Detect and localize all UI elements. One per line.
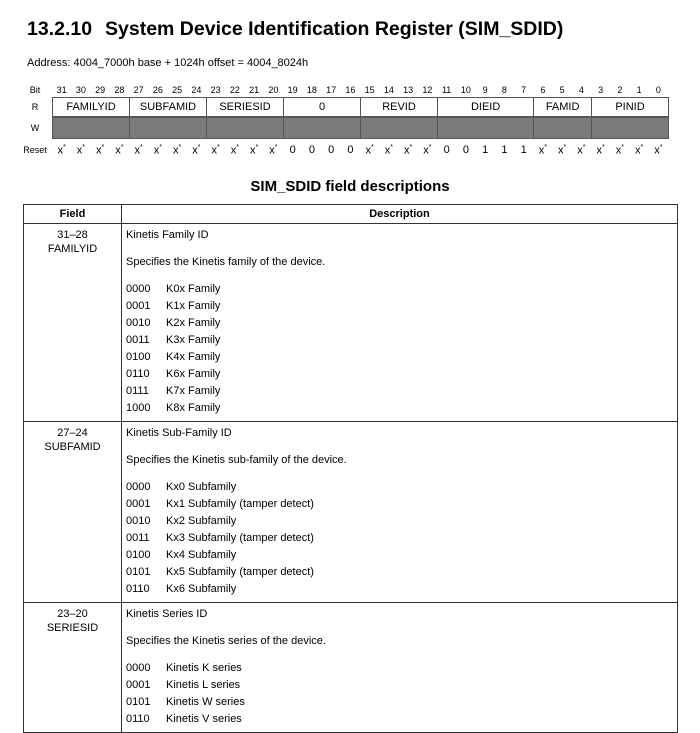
reset-value: x* [384,144,393,157]
option-label: Kinetis W series [166,696,245,708]
bit-number: 9 [482,85,488,95]
read-row-label: R [31,102,39,112]
option-code: 0010 [126,515,151,527]
field-name: DIEID [470,101,501,113]
option-code: 0110 [126,368,150,380]
section-heading [27,18,563,41]
write-cell [283,117,361,139]
write-cell [206,117,284,139]
reset-value: x* [269,144,278,157]
option-label: Kinetis V series [166,713,242,725]
field-cell [24,422,122,603]
option-code: 0000 [126,662,151,674]
bit-number: 7 [521,85,527,95]
write-cell [360,117,438,139]
field-detail: Specifies the Kinetis sub-family of the device. [126,454,347,466]
write-cell [52,117,130,139]
reset-value: x* [577,144,586,157]
reset-value: 1 [501,144,508,156]
option-item [126,581,677,598]
description-cell [122,422,678,603]
field-row-subfamid [24,422,678,603]
bit-number: 14 [383,85,394,95]
reset-value: x* [635,144,644,157]
field-bits: 23–20 [57,608,88,620]
field-name: SUBFAMID [44,441,101,453]
field-cell [24,603,122,733]
bit-number: 23 [210,85,221,95]
reset-row [22,141,670,161]
option-label: Kx1 Subfamily (tamper detect) [166,498,314,510]
option-code: 1000 [126,402,151,414]
bit-number: 22 [229,85,240,95]
option-code: 0111 [126,385,149,397]
field-pinid-cell [591,97,669,117]
reset-value: x* [365,144,374,157]
reset-value: x* [596,144,605,157]
reset-value: 0 [328,144,335,156]
field-detail: Specifies the Kinetis family of the device. [126,256,326,268]
bit-number: 12 [422,85,433,95]
reset-value: x* [250,144,259,157]
section-title: System Device Identification Register (SIM_SDID) [105,18,564,40]
write-cell [437,117,534,139]
reset-value: 0 [347,144,354,156]
write-cell [591,117,669,139]
option-label: K1x Family [166,300,221,312]
bit-number: 21 [249,85,260,95]
field-subfamid-cell [129,97,207,117]
description-cell [122,603,678,733]
option-code: 0001 [126,498,151,510]
option-label: K2x Family [166,317,221,329]
reset-value: x* [76,144,85,157]
option-item [126,677,677,694]
field-cell [24,224,122,422]
option-item [126,349,677,366]
option-code: 0001 [126,679,151,691]
option-item [126,366,677,383]
table-header-row [24,205,678,224]
option-item [126,513,677,530]
field-row-seriesid [24,603,678,733]
reset-value: x* [230,144,239,157]
field-row-familyid [24,224,678,422]
bit-number: 15 [364,85,375,95]
bit-number-row [22,81,670,97]
option-label: Kx3 Subfamily (tamper detect) [166,532,314,544]
option-code: 0100 [126,351,151,363]
bit-number: 24 [191,85,202,95]
option-item [126,660,677,677]
option-code: 0101 [126,566,151,578]
option-label: Kx4 Subfamily [166,549,237,561]
field-name: SERIESID [219,101,271,113]
option-item [126,281,677,298]
field-name: REVID [382,101,416,113]
bit-number: 25 [172,85,183,95]
register-diagram [22,81,670,161]
option-label: K4x Family [166,351,221,363]
field-familyid-cell [52,97,130,117]
reset-value: x* [192,144,201,157]
bit-number: 20 [268,85,279,95]
option-code: 0110 [126,583,150,595]
option-code: 0011 [126,334,150,346]
description-cell [122,224,678,422]
bit-number: 18 [306,85,317,95]
section-number: 13.2.10 [27,18,93,40]
field-bits: 27–24 [57,427,88,439]
bit-number: 31 [56,85,67,95]
reset-value: x* [615,144,624,157]
option-item [126,479,677,496]
option-item [126,383,677,400]
reset-value: x* [153,144,162,157]
field-detail: Specifies the Kinetis series of the device. [126,635,326,647]
field-summary: Kinetis Family ID [126,229,209,241]
read-row [22,97,670,117]
bit-number: 16 [345,85,356,95]
bit-row-label: Bit [29,85,41,95]
bit-number: 30 [75,85,86,95]
bit-number: 17 [326,85,337,95]
reset-value: 0 [289,144,296,156]
bit-number: 0 [655,85,661,95]
option-label: Kinetis K series [166,662,242,674]
bit-number: 19 [287,85,298,95]
option-item [126,496,677,513]
bit-number: 28 [114,85,125,95]
field-name: 0 [318,101,326,113]
reset-value: 0 [308,144,315,156]
reset-value: x* [654,144,663,157]
reset-value: x* [423,144,432,157]
description-column-header: Description [122,205,678,224]
option-code: 0110 [126,713,150,725]
option-item [126,530,677,547]
bit-number: 10 [460,85,471,95]
reset-value: x* [538,144,547,157]
option-item [126,400,677,417]
bit-number: 29 [95,85,106,95]
reserved-zero-cell [283,97,361,117]
bit-number: 3 [598,85,604,95]
reset-value: 0 [443,144,450,156]
field-name: FAMILYID [47,243,98,255]
reset-value: x* [211,144,220,157]
field-column-header: Field [24,205,122,224]
option-code: 0100 [126,549,151,561]
option-code: 0001 [126,300,151,312]
field-summary: Kinetis Sub-Family ID [126,427,232,439]
option-label: K6x Family [166,368,221,380]
bit-number: 11 [441,85,452,95]
option-code: 0000 [126,283,151,295]
field-name: FAMID [545,101,580,113]
reset-value: x* [115,144,124,157]
bit-number: 2 [617,85,623,95]
reset-value: x* [57,144,66,157]
field-summary: Kinetis Series ID [126,608,208,620]
reset-value: x* [404,144,413,157]
bit-number: 5 [559,85,565,95]
bit-number: 1 [636,85,642,95]
field-name: SUBFAMID [139,101,197,113]
option-label: K8x Family [166,402,221,414]
write-row-label: W [30,123,40,133]
option-item [126,315,677,332]
option-label: Kx2 Subfamily [166,515,237,527]
field-dieid-cell [437,97,534,117]
bit-number: 13 [403,85,414,95]
field-name: FAMILYID [66,101,116,113]
option-label: Kx0 Subfamily [166,481,237,493]
option-label: K0x Family [166,283,221,295]
field-bits: 31–28 [57,229,88,241]
field-revid-cell [360,97,438,117]
option-item [126,298,677,315]
reset-value: 1 [482,144,489,156]
option-item [126,711,677,728]
write-row [22,117,670,139]
bit-number: 8 [501,85,507,95]
field-seriesid-cell [206,97,284,117]
write-cell [129,117,207,139]
option-item [126,564,677,581]
field-name: PINID [615,101,645,113]
option-label: Kx6 Subfamily [166,583,237,595]
option-code: 0011 [126,532,150,544]
table-title: SIM_SDID field descriptions [250,178,450,195]
bit-number: 4 [578,85,584,95]
field-famid-cell [533,97,592,117]
option-label: Kx5 Subfamily (tamper detect) [166,566,314,578]
field-name: SERIESID [46,622,99,634]
reset-row-label: Reset [23,145,47,155]
bit-number: 6 [540,85,546,95]
register-address: Address: 4004_7000h base + 1024h offset = 4004_8024h [27,57,309,69]
option-item [126,547,677,564]
option-item [126,332,677,349]
reset-value: x* [558,144,567,157]
field-description-table [23,204,678,733]
write-cell [533,117,592,139]
option-code: 0101 [126,696,151,708]
bit-number: 27 [133,85,144,95]
option-code: 0010 [126,317,151,329]
option-label: K7x Family [166,385,221,397]
bit-number: 26 [152,85,163,95]
reset-value: x* [173,144,182,157]
option-label: Kinetis L series [166,679,241,691]
reset-value: x* [96,144,105,157]
option-code: 0000 [126,481,151,493]
reset-value: x* [134,144,143,157]
option-item [126,694,677,711]
reset-value: 1 [520,144,527,156]
reset-value: 0 [462,144,469,156]
option-label: K3x Family [166,334,221,346]
